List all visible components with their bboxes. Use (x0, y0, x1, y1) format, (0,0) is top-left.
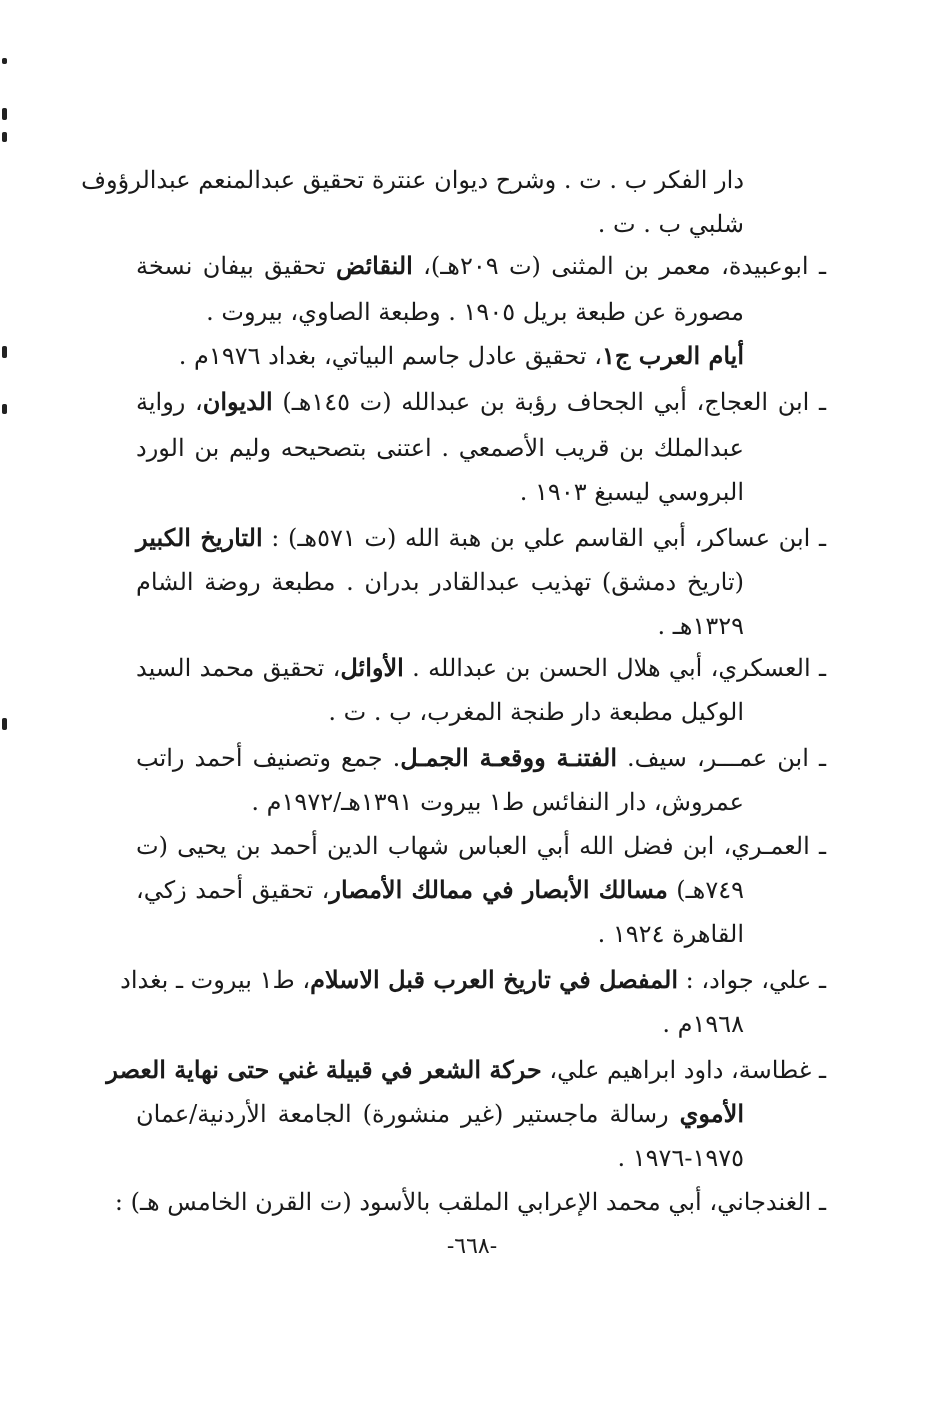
scan-mark (2, 58, 7, 64)
entry-text: علي، جواد، : (678, 966, 812, 994)
bold-title-text: حركة الشعر في قبيلة غني حتى نهاية العصر (106, 1055, 542, 1084)
entry-continuation-line (136, 560, 744, 604)
entry-continuation-line (136, 1092, 744, 1136)
bibliography-entry-al-ghundajani (114, 1180, 826, 1224)
entry-continuation-line (136, 290, 744, 334)
bold-title-text: النقائض (336, 251, 413, 280)
entry-text: ، تحقيق أحمد زكي، (136, 876, 330, 904)
bibliography-entry-ibn-umar (136, 736, 826, 780)
scan-mark (2, 404, 7, 414)
entry-text: عمروش، دار النفائس ط١ بيروت ١٣٩١هـ/١٩٧٢م . (251, 788, 744, 816)
entry-text: ـ (808, 744, 826, 772)
bibliography-entry-al-umari (136, 824, 826, 868)
bold-title-text: أيام العرب ج١ (601, 341, 744, 370)
scan-mark (2, 108, 7, 120)
bold-title-text: الديوان (202, 387, 273, 416)
entry-text: الغندجاني، أبي محمد الإعرابي الملقب بالأسود (ت القرن الخامس هـ) : (114, 1188, 812, 1216)
entry-text: ، رواية (136, 388, 203, 416)
entry-continuation-line (136, 690, 744, 734)
entry-text: ـ (809, 388, 826, 416)
entry-text: ، ط١ بيروت ـ بغداد (120, 966, 311, 994)
entry-text: ـ (811, 1188, 826, 1216)
entry-continuation-line (136, 780, 744, 824)
page-number: -٦٦٨- (446, 1234, 498, 1259)
entry-text: ـ (809, 832, 826, 860)
entry-text: ـ (808, 252, 826, 280)
entry-text: ١٩٦٨م . (662, 1010, 744, 1038)
entry-text: ـ (810, 524, 826, 552)
entry-text: دار الفكر ب . ت . وشرح ديوان عنترة تحقيق عبدالمنعم عبدالرؤوف (81, 166, 744, 194)
bold-title-text: التاريخ الكبير (136, 523, 263, 552)
entry-continuation-line (136, 334, 744, 378)
entry-continuation-line (136, 1002, 744, 1046)
entry-continuation-line (136, 202, 744, 246)
entry-continuation-line (136, 604, 744, 648)
entry-continuation-line (136, 1136, 744, 1180)
entry-continuation-line (136, 912, 744, 956)
entry-text: ـ (811, 966, 826, 994)
bibliography-entry-ibn-asakir (136, 516, 826, 560)
entry-text: ١٣٢٩هـ . (657, 612, 744, 640)
entry-text: العمـري، ابن فضل الله أبي العباس شهاب الدين أحمد بن يحيى (ت (136, 832, 810, 860)
bold-title-text: الأموي (679, 1099, 744, 1128)
entry-text: الوكيل مطبعة دار طنجة المغرب، ب . ت . (328, 698, 744, 726)
scan-mark (2, 718, 7, 730)
entry-text: البروسي ليسبغ ١٩٠٣ . (519, 478, 744, 506)
entry-text: تحقيق بيفان نسخة (136, 252, 337, 280)
entry-continuation-line (81, 158, 744, 202)
entry-text: غطاسة، داود ابراهيم علي، (541, 1056, 812, 1084)
bibliography-entry-ghatasa (106, 1048, 826, 1092)
entry-text: عبدالملك بن قريب الأصمعي . اعتنى بتصحيحه وليم بن الورد (136, 434, 744, 462)
entry-text: القاهرة ١٩٢٤ . (597, 920, 744, 948)
bibliography-entry-ali-jawad (120, 958, 826, 1002)
bold-title-text: الأوائل (340, 653, 404, 682)
entry-continuation-line (136, 426, 744, 470)
entry-text: ابوعبيدة، معمر بن المثنى (ت ٢٠٩هـ)، (412, 252, 809, 280)
entry-text: (تاريخ دمشق) تهذيب عبدالقادر بدران . مطبعة روضة الشام (136, 568, 744, 596)
bold-title-text: المفصل في تاريخ العرب قبل الاسلام (310, 965, 678, 994)
scan-mark (2, 132, 7, 142)
entry-continuation-line (136, 470, 744, 514)
scan-mark (2, 346, 7, 358)
entry-text: رسالة ماجستير (غير منشورة) الجامعة الأردنية/عمان (136, 1100, 680, 1128)
entry-text: ـ (810, 654, 826, 682)
entry-continuation-line (136, 868, 744, 912)
entry-text: ابن عمـــر، سيف. (617, 744, 809, 772)
entry-text: . جمع وتصنيف أحمد راتب (136, 744, 401, 772)
entry-text: ، تحقيق عادل جاسم البياتي، بغداد ١٩٧٦م . (178, 342, 602, 370)
entry-text: ابن عساكر، أبي القاسم علي بن هبة الله (ت ٥٧١هـ) : (262, 524, 811, 552)
entry-text: مصورة عن طبعة بريل ١٩٠٥ . وطبعة الصاوي، بيروت . (206, 298, 744, 326)
entry-text: ٧٤٩هـ) (667, 876, 744, 904)
bibliography-entry-abu-ubayda (136, 244, 826, 288)
entry-text: شلبي ب . ت . (597, 210, 744, 238)
bold-title-text: الفتنـة ووقعـة الجمـل (400, 743, 617, 772)
entry-text: ـ (811, 1056, 826, 1084)
entry-text: ١٩٧٥-١٩٧٦ . (617, 1144, 744, 1172)
bold-title-text: مسالك الأبصار في ممالك الأمصار (329, 875, 668, 904)
entry-text: العسكري، أبي هلال الحسن بن عبدالله . (403, 654, 811, 682)
entry-text: ، تحقيق محمد السيد (136, 654, 341, 682)
entry-text: ابن العجاج، أبي الجحاف رؤبة بن عبدالله (ت ١٤٥هـ) (272, 388, 810, 416)
bibliography-entry-ibn-al-ajjaj (136, 380, 826, 424)
bibliography-entry-al-askari (136, 646, 826, 690)
